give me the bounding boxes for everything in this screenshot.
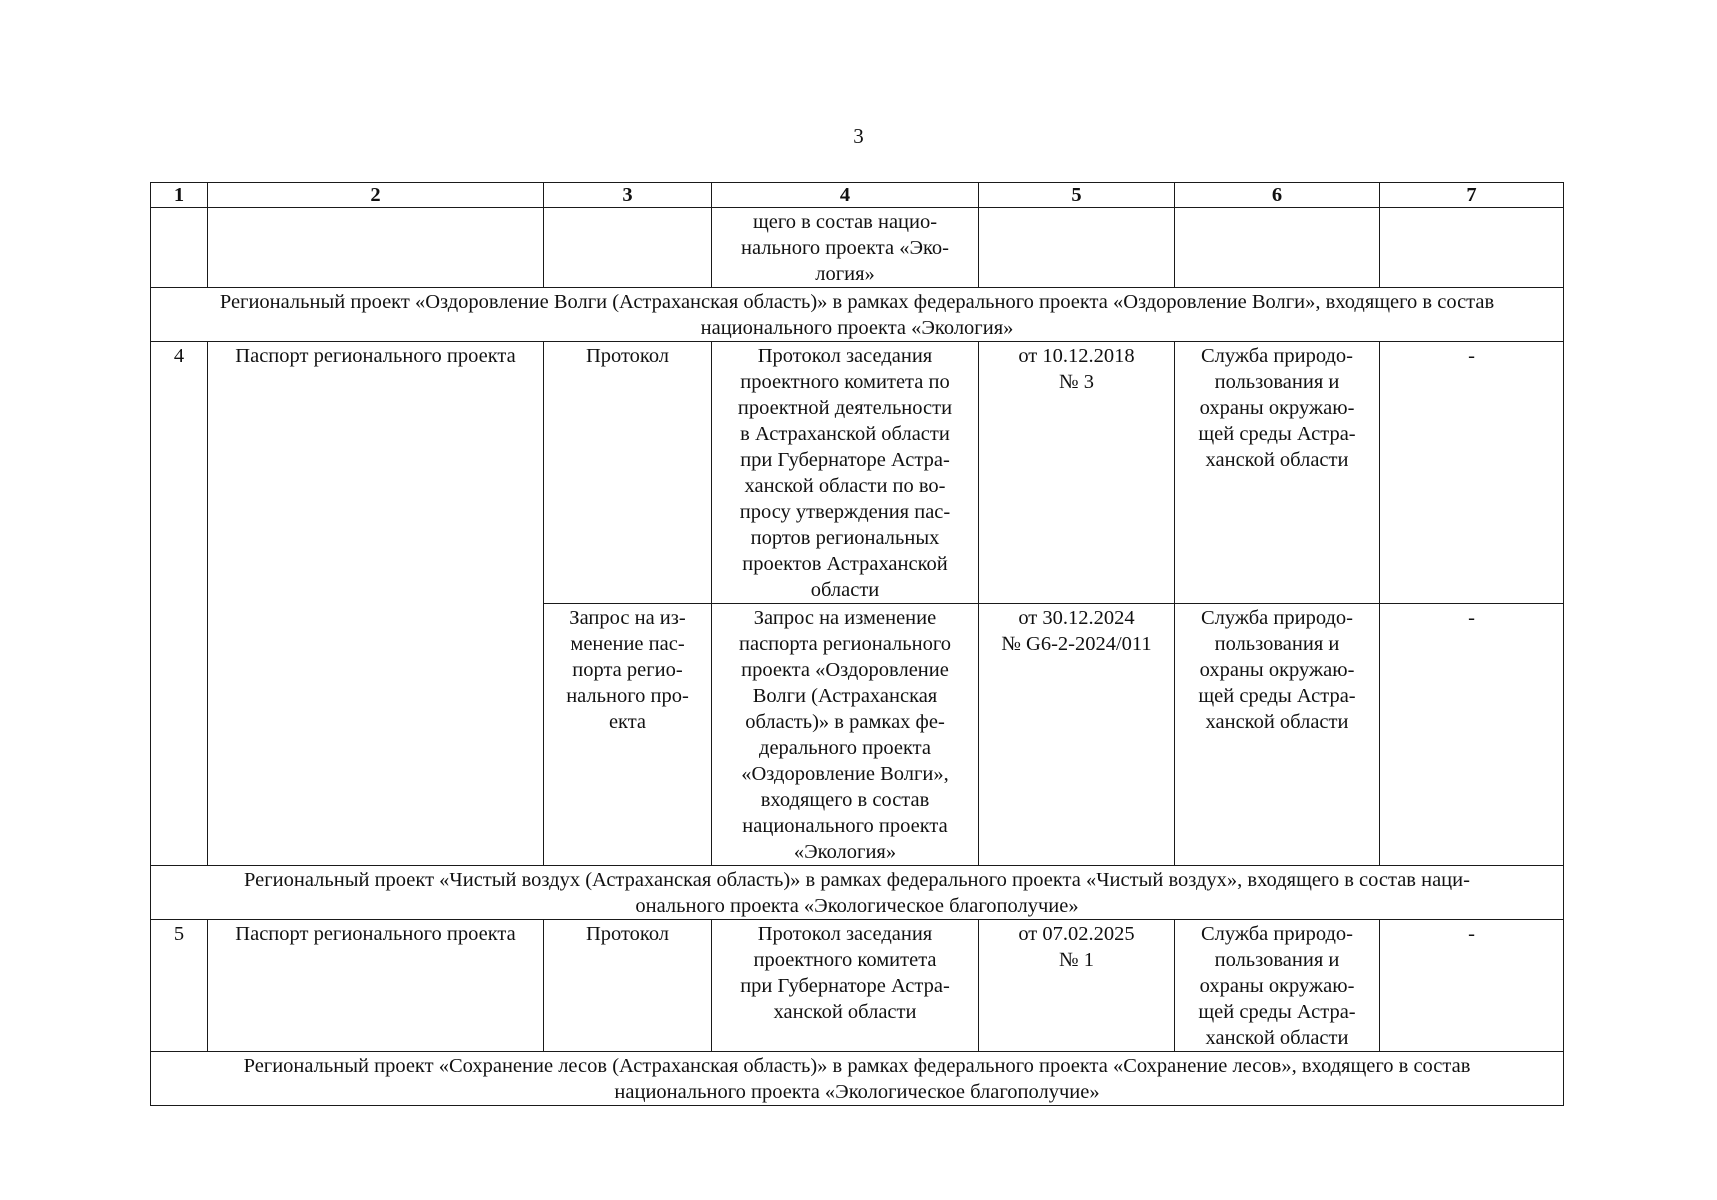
row-number: 4 bbox=[151, 342, 208, 866]
table-cell bbox=[208, 208, 544, 288]
document-type: Протокол bbox=[544, 920, 712, 1052]
responsible-authority: Служба природо- пользования и охраны окружаю- щей среды Астра- ханской области bbox=[1175, 342, 1380, 604]
note: - bbox=[1380, 342, 1564, 604]
document-name: Протокол заседания проектного комитета по проектной деятельности в Астраханской области при Губернаторе Астра- ханской области по во- просу утверждения пас- портов региональных проектов Астраханской области bbox=[712, 342, 979, 604]
table-cell bbox=[544, 208, 712, 288]
section-header-row bbox=[151, 1052, 1564, 1106]
column-number: 7 bbox=[1380, 183, 1564, 208]
table-row bbox=[151, 920, 1564, 1052]
table-cell bbox=[979, 208, 1175, 288]
table-cell bbox=[151, 208, 208, 288]
continued-document-name: щего в состав нацио- нального проекта «Эко- логия» bbox=[712, 208, 979, 288]
document-details: от 10.12.2018 № 3 bbox=[979, 342, 1175, 604]
row-number: 5 bbox=[151, 920, 208, 1052]
document-type: Протокол bbox=[544, 342, 712, 604]
section-title: Региональный проект «Чистый воздух (Астраханская область)» в рамках федерального проекта «Чистый воздух», входящего в состав наци- онального проекта «Экологическое благополучие» bbox=[151, 866, 1564, 920]
page-number: 3 bbox=[853, 124, 864, 148]
column-number: 1 bbox=[151, 183, 208, 208]
section-header-row bbox=[151, 288, 1564, 342]
note: - bbox=[1380, 920, 1564, 1052]
section-header-row bbox=[151, 866, 1564, 920]
document-kind: Паспорт регионального проекта bbox=[208, 920, 544, 1052]
column-number: 3 bbox=[544, 183, 712, 208]
column-number-row bbox=[151, 183, 1564, 208]
responsible-authority: Служба природо- пользования и охраны окружаю- щей среды Астра- ханской области bbox=[1175, 920, 1380, 1052]
column-number: 2 bbox=[208, 183, 544, 208]
column-number: 6 bbox=[1175, 183, 1380, 208]
responsible-authority: Служба природо- пользования и охраны окружаю- щей среды Астра- ханской области bbox=[1175, 604, 1380, 866]
column-number: 5 bbox=[979, 183, 1175, 208]
section-title: Региональный проект «Оздоровление Волги (Астраханская область)» в рамках федерального проекта «Оздоровление Волги», входящего в состав национального проекта «Экология» bbox=[151, 288, 1564, 342]
section-title: Региональный проект «Сохранение лесов (Астраханская область)» в рамках федерального проекта «Сохранение лесов», входящего в состав национального проекта «Экологическое благополучие» bbox=[151, 1052, 1564, 1106]
continued-row bbox=[151, 208, 1564, 288]
column-number: 4 bbox=[712, 183, 979, 208]
table-cell bbox=[1175, 208, 1380, 288]
note: - bbox=[1380, 604, 1564, 866]
document-name: Протокол заседания проектного комитета при Губернаторе Астра- ханской области bbox=[712, 920, 979, 1052]
document-details: от 30.12.2024 № G6-2-2024/011 bbox=[979, 604, 1175, 866]
document-details: от 07.02.2025 № 1 bbox=[979, 920, 1175, 1052]
table-cell bbox=[1380, 208, 1564, 288]
document-kind: Паспорт регионального проекта bbox=[208, 342, 544, 866]
document-type: Запрос на из- менение пас- порта регио- нального про- екта bbox=[544, 604, 712, 866]
table-row bbox=[151, 342, 1564, 604]
document-name: Запрос на изменение паспорта регионального проекта «Оздоровление Волги (Астраханская область)» в рамках фе- дерального проекта «Оздоровление Волги», входящего в состав национального проекта «Экология» bbox=[712, 604, 979, 866]
registry-table bbox=[150, 182, 1564, 1106]
